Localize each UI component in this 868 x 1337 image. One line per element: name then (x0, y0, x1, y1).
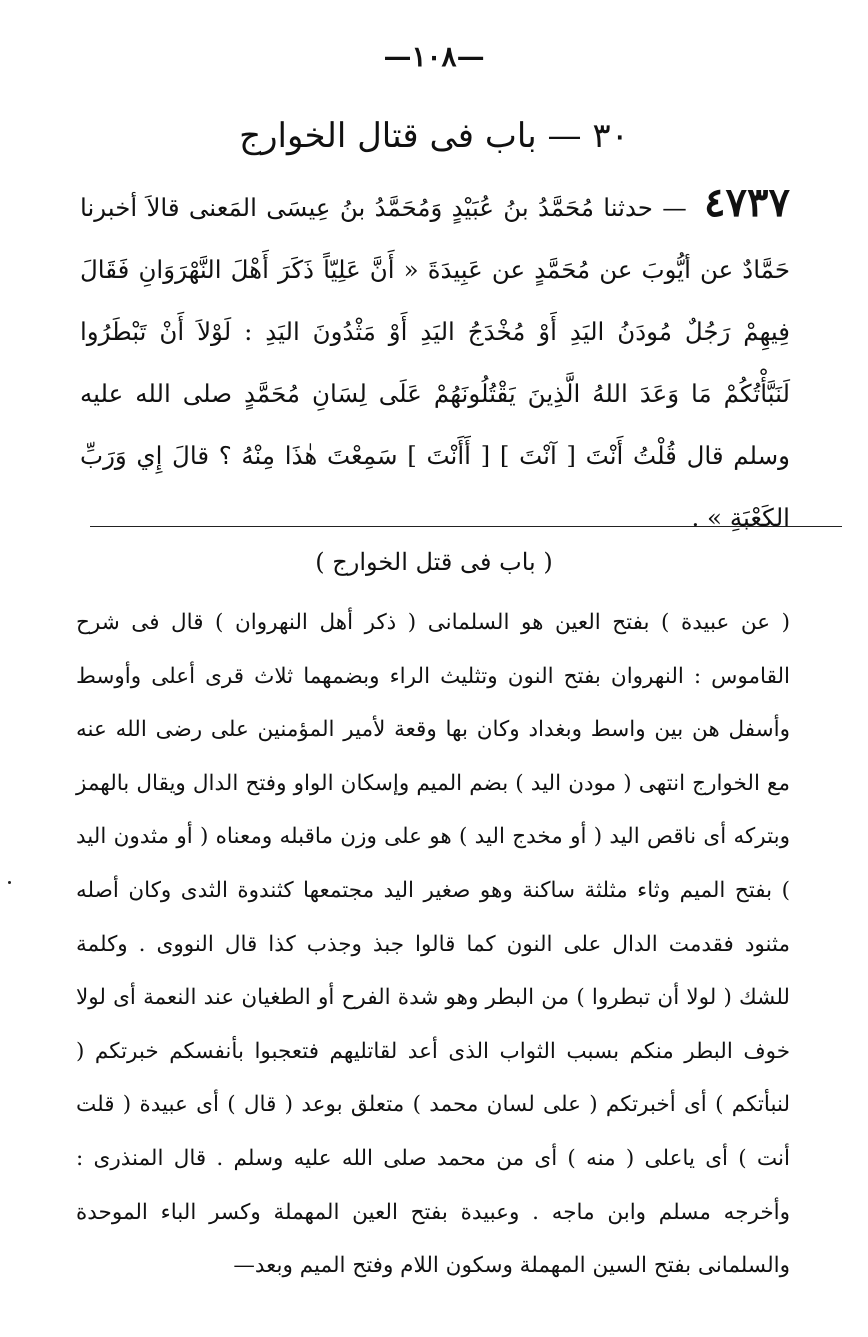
section-divider (90, 526, 842, 527)
hadith-number: ٤٧٣٧ (704, 179, 790, 226)
margin-dot (8, 881, 11, 884)
commentary-text: ( عن عبيدة ) بفتح العين هو السلمانى ( ذكر أهل النهروان ) قال فى شرح القاموس : النهروان بفتح النون وتثليث الراء وبضمهما ثلاث قرى أعلى وأوسط وأسفل هن بين واسط وبغداد وكان بها وقعة لأمير المؤمنين على رضى الله عنه مع الخوارج انتهى ( مودن اليد ) بضم الميم وإسكان الواو وفتح الدال ويقال بالهمز وبتركه أى ناقص اليد ( أو مخدج اليد ) هو على وزن ماقبله ومعناه ( أو مثدون اليد ) بفتح الميم وثاء مثلثة ساكنة وهو صغير اليد مجتمعها كثندوة الثدى وكان أصله مثنود فقدمت الدال على النون كما قالوا جبذ وجذب كذا قال النووى . وكلمة للشك ( لولا أن تبطروا ) من البطر وهو شدة الفرح أو الطغيان عند النعمة أى لولا خوف البطر منكم بسبب الثواب الذى أعد لقاتليهم فتعجبوا بأنفسكم خبرتكم ( لنبأتكم ) أى أخبرتكم ( على لسان محمد ) متعلق بوعد ( قال ) أى عبيدة ( قلت أنت ) أى ياعلى ( منه ) أى من محمد صلى الله عليه وسلم . قال المنذرى : وأخرجه مسلم وابن ماجه . وعبيدة بفتح العين المهملة وكسر الباء الموحدة والسلمانى بفتح السين المهملة وسكون اللام وفتح الميم وبعد— (76, 610, 790, 1279)
hadith-block (80, 172, 790, 549)
page-number: —١٠٨— (383, 40, 485, 73)
commentary-title: ( باب فى قتل الخوارج ) (315, 548, 553, 576)
chapter-title: ٣٠ — باب فى قتال الخوارج (239, 116, 629, 156)
hadith-text: — حدثنا مُحَمَّدُ بنُ عُبَيْدٍ وَمُحَمَّدُ بنُ عِيسَى المَعنى قالاَ أخبرنا حَمَّادٌ عن أيُّوبَ عن مُحَمَّدٍ عن عَبِيدَةَ « أَنَّ عَلِيّاً ذَكَرَ أَهْلَ النَّهْرَوَانِ فَقَالَ فِيهِمْ رَجُلٌ مُودَنُ اليَدِ أَوْ مُخْدَجُ اليَدِ أَوْ مَثْدُونَ اليَدِ : لَوْلاَ أَنْ تَبْطَرُوا لَنَبَّأْتُكُمْ مَا وَعَدَ اللهُ الَّذِينَ يَقْتُلُونَهُمْ عَلَى لِسَانِ مُحَمَّدٍ صلى الله عليه وسلم قال قُلْتُ أَنْتَ [ آنْتَ ] [ أَأَنْتَ ] سَمِعْتَ هٰذَا مِنْهُ ؟ قالَ إِي وَرَبِّ الكَعْبَةِ » . (80, 193, 790, 532)
